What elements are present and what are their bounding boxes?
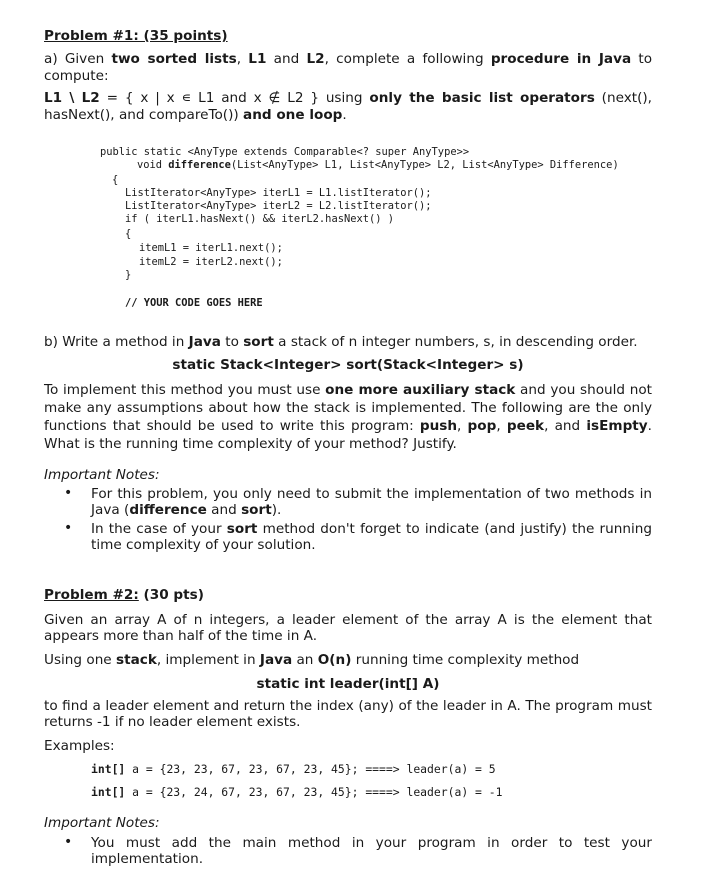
problem-2-intro: Given an array A of n integers, a leader element of the array A is the element that appears more than half of the time in A. [44, 612, 652, 644]
example-1: int[] a = {23, 23, 67, 23, 67, 23, 45}; ====> leader(a) = 5 [91, 762, 496, 776]
code-line-7: { [125, 228, 132, 240]
code-line-3: { [112, 174, 119, 186]
code-comment: // YOUR CODE GOES HERE [125, 297, 263, 309]
bullet-icon: • [64, 485, 73, 501]
example-2: int[] a = {23, 24, 67, 23, 67, 23, 45}; ====> leader(a) = -1 [91, 785, 503, 799]
sort-signature: static Stack<Integer> sort(Stack<Integer> s) [172, 357, 524, 373]
code-line-8: itemL1 = iterL1.next(); [139, 242, 283, 254]
problem-1-notes-title: Important Notes: [44, 467, 160, 483]
problem-1a-text: a) Given two sorted lists, L1 and L2, complete a following procedure in Java to compute: [44, 51, 653, 84]
code-line-10: } [125, 269, 132, 281]
problem-2-find: to find a leader element and return the index (any) of the leader in A. The program must returns -1 if no leader element exists. [44, 698, 652, 730]
code-line-5: ListIterator<AnyType> iterL2 = L2.listIterator(); [125, 200, 432, 212]
problem-1-heading: Problem #1: (35 points) [44, 28, 228, 44]
problem-1-note-2: In the case of your sort method don't forget to indicate (and justify) the running time complexity of your solution. [91, 521, 652, 553]
bullet-icon: • [64, 520, 73, 536]
problem-2-note-1: You must add the main method in your program in order to test your implementation. [91, 835, 652, 867]
code-line-2: void difference(List<AnyType> L1, List<AnyType> L2, List<AnyType> Difference) [137, 159, 619, 171]
bullet-icon: • [64, 834, 73, 850]
code-line-9: itemL2 = iterL2.next(); [139, 256, 283, 268]
code-line-6: if ( iterL1.hasNext() && iterL2.hasNext() ) [125, 213, 394, 225]
problem-1-note-1: For this problem, you only need to submit the implementation of two methods in Java (difference and sort). [91, 486, 652, 518]
leader-signature: static int leader(int[] A) [256, 676, 440, 692]
problem-2-using: Using one stack, implement in Java an O(n) running time complexity method [44, 652, 580, 668]
examples-label: Examples: [44, 738, 115, 754]
problem-2-notes-title: Important Notes: [44, 815, 160, 831]
code-line-1: public static <AnyType extends Comparable<? super AnyType>> [100, 146, 470, 158]
problem-2-heading: Problem #2: (30 pts) [44, 587, 204, 603]
set-difference-definition: L1 \ L2 = { x | x ∊ L1 and x ∉ L2 } using only the basic list operators (next(), hasNext(), and compareTo()) and one loop. [44, 90, 652, 123]
sort-instructions: To implement this method you must use one more auxiliary stack and you should not make any assumptions about how the stack is implemented. The following are the only functions that should be used to write this program: push, pop, peek, and isEmpty. What is the running time complexity of your method? Justify. [44, 382, 653, 452]
problem-1b-text: b) Write a method in Java to sort a stack of n integer numbers, s, in descending order. [44, 334, 638, 350]
code-line-4: ListIterator<AnyType> iterL1 = L1.listIterator(); [125, 187, 432, 199]
